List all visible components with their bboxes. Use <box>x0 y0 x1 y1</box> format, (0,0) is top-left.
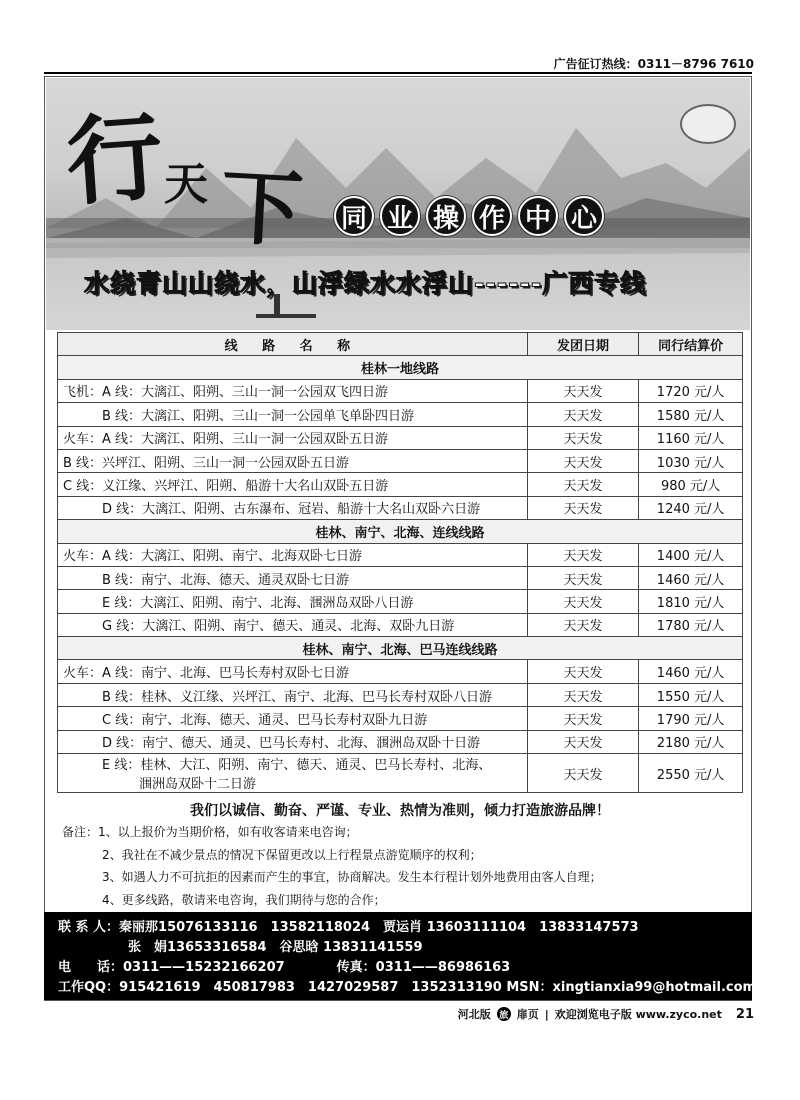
route-cell: B 线：南宁、北海、德天、通灵双卧七日游 <box>58 566 528 589</box>
date-cell: 天天发 <box>527 473 639 496</box>
center-title-char: 中 <box>518 196 558 236</box>
edition-label: 河北版 <box>457 1008 491 1021</box>
route-cell: C 线：南宁、北海、德天、通灵、巴马长寿村双卧九日游 <box>58 707 528 730</box>
center-title-char: 操 <box>426 196 466 236</box>
price-cell: 1460 元/人 <box>639 566 743 589</box>
date-cell: 天天发 <box>527 543 639 566</box>
notes-label: 备注： <box>62 825 99 839</box>
price-cell: 1240 元/人 <box>639 496 743 519</box>
center-title <box>334 196 604 236</box>
note-item: 3、如遇人力不可抗拒的因素而产生的事宜，协商解决。发生本行程计划外地费用由客人自理； <box>102 870 602 884</box>
date-cell: 天天发 <box>527 426 639 449</box>
price-cell: 1400 元/人 <box>639 543 743 566</box>
table-row <box>58 754 743 793</box>
price-cell: 2550 元/人 <box>639 754 743 793</box>
price-cell: 1030 元/人 <box>639 449 743 472</box>
notes <box>62 821 602 911</box>
ad-hotline: 广告征订热线：0311－8796 7610 <box>553 57 754 71</box>
hero-banner <box>46 78 750 330</box>
route-cell: D 线：南宁、德天、通灵、巴马长寿村、北海、涠洲岛双卧十日游 <box>58 730 528 753</box>
date-cell: 天天发 <box>527 683 639 706</box>
route-cell: D 线：大漓江、阳朔、古东瀑布、冠岩、船游十大名山双卧六日游 <box>58 496 528 519</box>
center-title-char: 同 <box>334 196 374 236</box>
table-row <box>58 730 743 753</box>
table-row <box>58 613 743 636</box>
price-cell: 1810 元/人 <box>639 590 743 613</box>
header-route: 线 路 名 称 <box>58 333 528 356</box>
header-price: 同行结算价 <box>639 333 743 356</box>
table-row <box>58 496 743 519</box>
contact-line: 张 娟13653316584 谷思晗 13831141559 <box>128 940 423 955</box>
route-cell: B 线：兴坪江、阳朔、三山一洞一公园双卧五日游 <box>58 449 528 472</box>
section-title: 桂林、南宁、北海、连线线路 <box>58 520 743 543</box>
date-cell: 天天发 <box>527 566 639 589</box>
date-cell: 天天发 <box>527 754 639 793</box>
section-title: 桂林、南宁、北海、巴马连线线路 <box>58 637 743 660</box>
contact-line: 联 系 人：秦丽那15076133116 13582118024 贾运肖 13603111104 13833147573 <box>58 920 639 935</box>
note-item: 4、更多线路，敬请来电咨询，我们期待与您的合作； <box>102 892 386 907</box>
date-cell: 天天发 <box>527 496 639 519</box>
date-cell: 天天发 <box>527 449 639 472</box>
table-row <box>58 660 743 683</box>
route-cell: 火车：A 线：南宁、北海、巴马长寿村双卧七日游 <box>58 660 528 683</box>
price-cell: 1580 元/人 <box>639 403 743 426</box>
route-cell <box>58 754 528 793</box>
center-title-char: 业 <box>380 196 420 236</box>
route-cell: 火车：A 线：大漓江、阳朔、南宁、北海双卧七日游 <box>58 543 528 566</box>
table-row <box>58 543 743 566</box>
header-date: 发团日期 <box>527 333 639 356</box>
logo-char-xia: 下 <box>218 158 306 260</box>
center-title-char: 作 <box>472 196 512 236</box>
table-row <box>58 707 743 730</box>
date-cell: 天天发 <box>527 403 639 426</box>
route-cell: E 线：大漓江、阳朔、南宁、北海、涠洲岛双卧八日游 <box>58 590 528 613</box>
table-row <box>58 566 743 589</box>
price-cell: 980 元/人 <box>639 473 743 496</box>
table-row <box>58 426 743 449</box>
contact-bar <box>44 912 757 1000</box>
price-cell: 1160 元/人 <box>639 426 743 449</box>
footer-tagline: 欢迎浏览电子版 www.zyco.net <box>554 1008 722 1021</box>
table-row <box>58 403 743 426</box>
price-cell: 1460 元/人 <box>639 660 743 683</box>
note-item: 1、以上报价为当期价格，如有收客请来电咨询； <box>98 825 358 839</box>
banner-slogan: 水绕青山山绕水，山浮绿水水浮山------广西专线 <box>84 269 647 298</box>
top-divider <box>44 72 752 74</box>
table-row <box>58 590 743 613</box>
travel-badge-icon: 旅 <box>497 1007 511 1021</box>
route-line: E 线：桂林、大江、阳朔、南宁、德天、通灵、巴马长寿村、北海、 <box>63 758 492 774</box>
route-price-table <box>57 332 743 793</box>
logo-char-xing: 行 <box>62 99 167 220</box>
table-header-row <box>58 333 743 356</box>
price-cell: 1720 元/人 <box>639 379 743 402</box>
route-cell: C 线：义江缘、兴坪江、阳朔、船游十大名山双卧五日游 <box>58 473 528 496</box>
price-cell: 1550 元/人 <box>639 683 743 706</box>
route-cell: 火车：A 线：大漓江、阳朔、三山一洞一公园双卧五日游 <box>58 426 528 449</box>
section-title: 桂林一地线路 <box>58 356 743 379</box>
table-row <box>58 473 743 496</box>
route-cell: B 线：大漓江、阳朔、三山一洞一公园单飞单卧四日游 <box>58 403 528 426</box>
route-line: 涠洲岛双卧十二日游 <box>139 777 257 793</box>
table-row <box>58 683 743 706</box>
section-label: 扉页 <box>516 1008 539 1021</box>
page-footer: 河北版 旅 扉页 | 欢迎浏览电子版 www.zyco.net 21 <box>457 1006 754 1022</box>
date-cell: 天天发 <box>527 707 639 730</box>
date-cell: 天天发 <box>527 379 639 402</box>
logo-char-tian: 天 <box>164 159 208 210</box>
route-cell: G 线：大漓江、阳朔、南宁、德天、通灵、北海、双卧九日游 <box>58 613 528 636</box>
date-cell: 天天发 <box>527 613 639 636</box>
table-row <box>58 449 743 472</box>
seal-stamp-icon <box>680 104 736 144</box>
page-number: 21 <box>735 1006 754 1022</box>
date-cell: 天天发 <box>527 660 639 683</box>
contact-line: 电 话：0311——15232166207 传真：0311——86986163 <box>58 960 511 975</box>
date-cell: 天天发 <box>527 590 639 613</box>
date-cell: 天天发 <box>527 730 639 753</box>
price-cell: 1790 元/人 <box>639 707 743 730</box>
price-cell: 2180 元/人 <box>639 730 743 753</box>
table-row <box>58 379 743 402</box>
route-cell: B 线：桂林、义江缘、兴坪江、南宁、北海、巴马长寿村双卧八日游 <box>58 683 528 706</box>
note-item: 2、我社在不减少景点的情况下保留更改以上行程景点游览顺序的权利； <box>102 847 482 862</box>
company-motto: 我们以诚信、勤奋、严谨、专业、热情为准则，倾力打造旅游品牌！ <box>190 803 610 819</box>
contact-line: 工作QQ：915421619 450817983 1427029587 1352313190 MSN：xingtianxia99@hotmail.com <box>58 980 757 995</box>
center-title-char: 心 <box>564 196 604 236</box>
route-cell: 飞机：A 线：大漓江、阳朔、三山一洞一公园双飞四日游 <box>58 379 528 402</box>
price-cell: 1780 元/人 <box>639 613 743 636</box>
